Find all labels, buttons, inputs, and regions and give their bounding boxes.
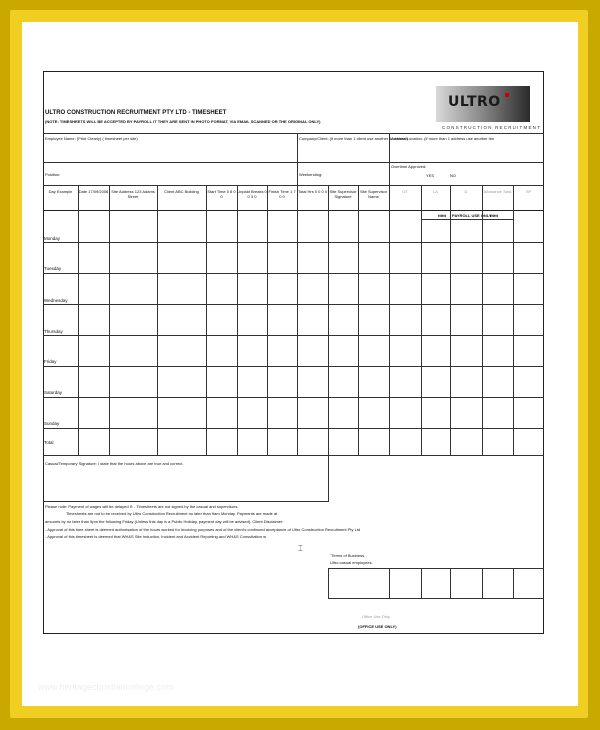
form-title: ULTRO CONSTRUCTION RECRUITMENT PTY LTD - TIMESHEET [45, 110, 227, 116]
declaration-text: Casual/Temporary Signature: I state that the hours above are true and correct. [45, 461, 184, 466]
grid-row-line [43, 428, 544, 429]
payroll-marks-left: tttttt [438, 213, 446, 218]
day-label-tuesday: Tuesday [44, 266, 62, 271]
logo-accent-icon [505, 93, 509, 97]
grid-row-line [43, 335, 544, 336]
note-line-3: amounts by no later than 5pm the following Friday (Unless this day is a Public Holiday, payment day will be advised). Client Disclaimer: [45, 519, 284, 524]
watermark-text: www.heritagechristiancollege.com [38, 682, 174, 692]
office-use-only-label: (OFFICE USE ONLY) [358, 624, 397, 629]
note-line-4: - Approval of this time sheet is deemed authorisation of the hours worked for invoicing purposes and of the client's continued acceptance of Ultro Construction Recruitment Pty Ltd [45, 527, 361, 532]
overtime-approved-label: Overtime Approved: [391, 164, 427, 169]
column-header-start: Start Time 0 8 0 0 [207, 189, 236, 199]
day-label-sunday: Sunday [44, 421, 60, 426]
column-header-sup_sig: Site Supervisor Signature [329, 189, 357, 199]
company-client-field[interactable]: Company/Client: (if more than 1 client use another timesheet) [299, 136, 408, 141]
office-use-grey-label: Office Use Only [362, 614, 390, 619]
column-header-sup_name: Site Supervisor Name [359, 189, 388, 199]
column-header-client: Client ABC Building [164, 189, 199, 194]
form-note: (NOTE: TIMESHEETS WILL BE ACCEPTED BY PAYROLL IT THEY ARE SENT IN PHOTO FORMAT, VIA EMAIL SCANNED OR THE ORIGINAL ONLY) [45, 119, 321, 124]
column-header-site_address: Site Address 123 Adams Street [111, 189, 155, 199]
grid-column-line [109, 185, 110, 455]
column-header-d: D [464, 189, 468, 194]
grid-column-line [78, 185, 79, 455]
grid-row-line [43, 366, 544, 367]
grid-row-line [43, 304, 544, 305]
grid-column-line [297, 185, 298, 455]
cursor-icon: ⌶ [298, 544, 303, 553]
overtime-no-option[interactable]: NO [450, 173, 456, 178]
column-header-date: Date 17/09/2006 [78, 189, 109, 194]
column-header-day: Day Example [48, 189, 73, 194]
week-ending-field[interactable]: Weekending: [299, 172, 323, 177]
address-location-field[interactable]: Address/Location: (if more than 1 address use another tim [391, 136, 494, 141]
note-line-2: Timesheets are not to be received by Ultro Construction Recruitment no later than 9am Monday. Payments are made at [66, 511, 278, 516]
company-logo [436, 86, 530, 122]
day-label-thursday: Thursday [44, 329, 63, 334]
grid-column-line [267, 185, 268, 455]
grid-column-line [421, 185, 422, 455]
grid-row-line [43, 242, 544, 243]
timesheet-form [43, 71, 544, 634]
note-line-5: - Approval of this timesheet is deemed that WH&S Site Induction, Incident and Accident Reporting and WH&S Consultation w [45, 534, 267, 539]
terms-line-1: "Terms of Business, [330, 553, 366, 558]
grid-column-line [328, 185, 329, 455]
employee-name-field[interactable]: Employee Name: (Print Clearly) ( timesheet per site) [45, 136, 138, 141]
grid-column-line [482, 185, 483, 455]
column-header-total: Total Hrs 0 0 0 0 [297, 189, 328, 194]
grid-row-line [43, 273, 544, 274]
column-header-unpaid: Unpaid Breaks 0 0 3 0 [237, 189, 267, 199]
note-line-1: Please note: Payment of wages will be delayed if: - Timesheets are not signed by the casual and supervisors. [45, 504, 239, 509]
grid-row-line [43, 455, 544, 456]
grid-column-line [513, 185, 514, 455]
column-header-allow: Allowance Total [483, 189, 512, 194]
day-label-monday: Monday [44, 236, 61, 241]
column-header-ot: OT [402, 189, 408, 194]
grid-column-line [157, 185, 158, 455]
day-label-friday: Friday [44, 359, 57, 364]
day-label-saturday: Saturday [44, 390, 63, 395]
logo-wordmark: ULTRO [448, 94, 501, 110]
grid-row-line [43, 397, 544, 398]
column-header-sp: SP [525, 189, 532, 194]
grid-column-line [237, 185, 238, 455]
position-field[interactable]: Position: [45, 172, 61, 177]
day-label-total: Total [44, 440, 54, 445]
payroll-use-only-label: PAYROLL USE ONLY [452, 213, 492, 218]
grid-column-line [389, 185, 390, 455]
payroll-marks-right: tttttt [490, 213, 498, 218]
grid-column-line [206, 185, 207, 455]
overtime-yes-option[interactable]: YES [426, 173, 435, 178]
column-header-la: LA [433, 189, 438, 194]
column-header-finish: Finish Time 1 7 0 0 [268, 189, 296, 199]
grid-column-line [358, 185, 359, 455]
logo-subtitle: CONSTRUCTION RECRUITMENT [442, 125, 542, 130]
day-label-wednesday: Wednesday [44, 298, 68, 303]
terms-line-2: Ultro casual employees. [330, 560, 373, 565]
grid-column-line [450, 185, 451, 455]
